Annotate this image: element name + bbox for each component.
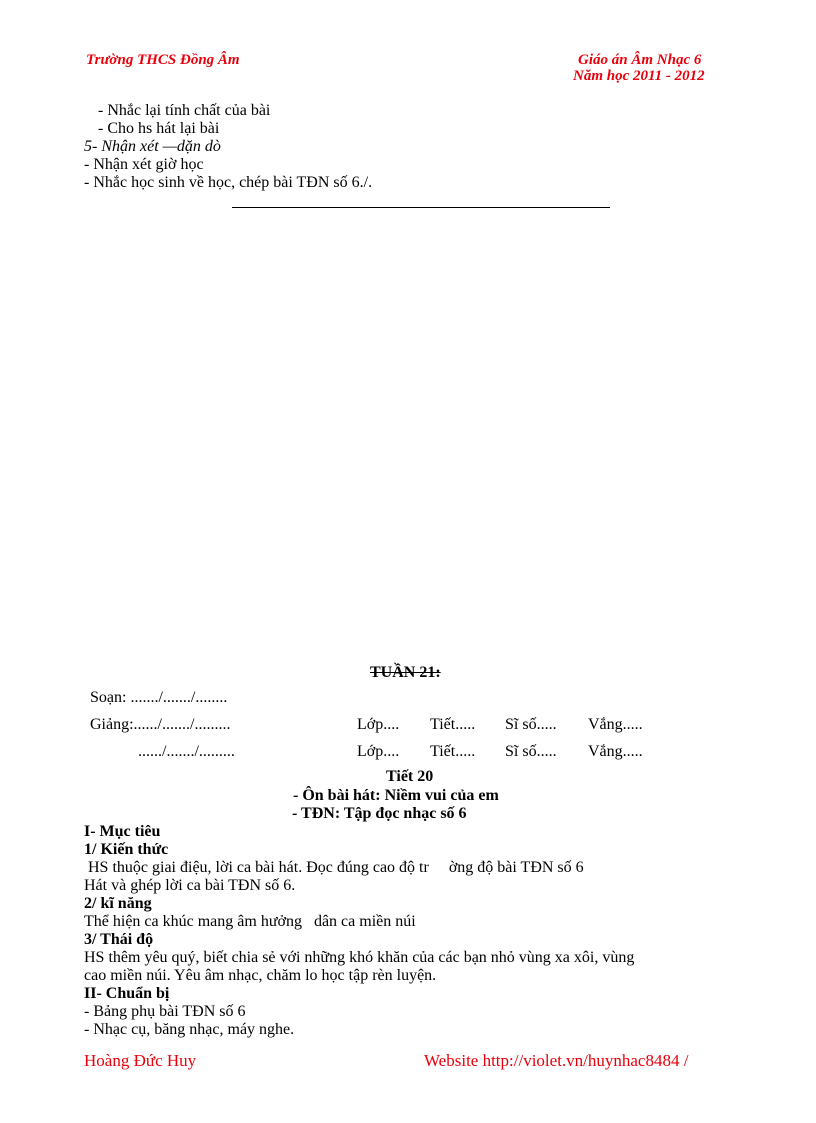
- tiet-2: Tiết.....: [430, 743, 476, 760]
- lesson-period: Tiết 20: [386, 768, 434, 785]
- skills-line: Thể hiện ca khúc mang âm hưởng dân ca miền núi: [84, 913, 416, 930]
- review-line-2: - Cho hs hát lại bài: [98, 120, 220, 137]
- tiet-1: Tiết.....: [430, 716, 476, 733]
- soan-line: Soạn: ......./......./........: [90, 689, 228, 706]
- lop-1: Lớp....: [357, 716, 400, 733]
- header-year: Năm học 2011 - 2012: [573, 68, 705, 84]
- siso-1: Sĩ số.....: [505, 716, 557, 733]
- week-title: TUẦN 21:: [370, 664, 441, 681]
- attitude-line-2: cao miền núi. Yêu âm nhạc, chăm lo học tập rèn luyện.: [84, 967, 437, 984]
- preparation-line-1: - Bảng phụ bài TĐN số 6: [84, 1003, 246, 1020]
- knowledge-heading: 1/ Kiến thức: [84, 841, 169, 858]
- section-divider: [232, 207, 610, 208]
- footer-website-link[interactable]: Website http://violet.vn/huynhac8484 /: [424, 1051, 689, 1070]
- siso-2: Sĩ số.....: [505, 743, 557, 760]
- giang-date-1: Giảng:....../......./.........: [90, 716, 231, 733]
- review-line-1: - Nhắc lại tính chất của bài: [98, 102, 271, 119]
- header-school: Trường THCS Đồng Âm: [86, 52, 240, 68]
- footer-author: Hoàng Đức Huy: [84, 1051, 197, 1070]
- vang-1: Vắng.....: [588, 716, 643, 733]
- vang-2: Vắng.....: [588, 743, 643, 760]
- attitude-heading: 3/ Thái độ: [84, 931, 154, 948]
- preparation-heading: II- Chuẩn bị: [84, 985, 170, 1002]
- knowledge-line-2: Hát và ghép lời ca bài TĐN số 6.: [84, 877, 296, 894]
- lesson-topic-2: - TĐN: Tập đọc nhạc số 6: [292, 805, 467, 822]
- objectives-heading: I- Mục tiêu: [84, 823, 161, 840]
- comment-line-2: - Nhắc học sinh về học, chép bài TĐN số 6./.: [84, 174, 373, 191]
- knowledge-line-1: HS thuộc giai điệu, lời ca bài hát. Đọc đúng cao độ tr ờng độ bài TĐN số 6: [84, 859, 584, 876]
- lop-2: Lớp....: [357, 743, 400, 760]
- preparation-line-2: - Nhạc cụ, băng nhạc, máy nghe.: [84, 1021, 295, 1038]
- lesson-topic-1: - Ôn bài hát: Niềm vui của em: [293, 787, 499, 804]
- section5-heading: 5- Nhận xét —dặn dò: [84, 138, 221, 155]
- attitude-line-1: HS thêm yêu quý, biết chia sẻ với những khó khăn của các bạn nhỏ vùng xa xôi, vùng: [84, 949, 635, 966]
- giang-date-2: ....../......./.........: [138, 743, 235, 760]
- skills-heading: 2/ kĩ năng: [84, 895, 152, 912]
- comment-line-1: - Nhận xét giờ học: [84, 156, 204, 173]
- header-subject: Giáo án Âm Nhạc 6: [578, 52, 702, 68]
